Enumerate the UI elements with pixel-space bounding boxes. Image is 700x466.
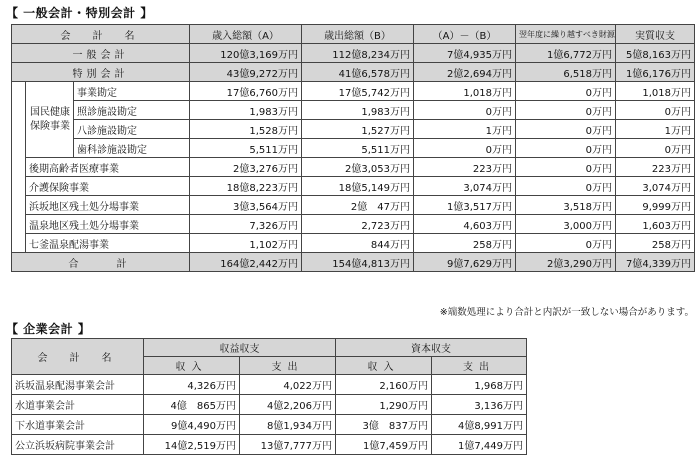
table1-header-row bbox=[12, 25, 695, 44]
table-row-kouki bbox=[12, 158, 695, 177]
cell-income-out: 8億1,934万円 bbox=[240, 415, 336, 435]
cell-revenue: 2億3,276万円 bbox=[190, 158, 302, 177]
cell-carryover: 0万円 bbox=[516, 234, 616, 253]
header-net: 実質収支 bbox=[616, 25, 695, 44]
row-name: 下水道事業会計 bbox=[12, 415, 144, 435]
row-name: 介護保険事業 bbox=[26, 177, 190, 196]
cell-net: 0万円 bbox=[616, 139, 695, 158]
header-diff: （A）－（B） bbox=[414, 25, 516, 44]
cell-expenditure: 112億8,234万円 bbox=[302, 44, 414, 63]
indent-spacer bbox=[12, 82, 26, 253]
table-row-total bbox=[12, 253, 695, 272]
cell-net: 0万円 bbox=[616, 101, 695, 120]
cell-net: 1万円 bbox=[616, 120, 695, 139]
cell-diff: 223万円 bbox=[414, 158, 516, 177]
cell-capital-in: 1億7,459万円 bbox=[336, 435, 432, 455]
cell-income-in: 4億 865万円 bbox=[144, 395, 240, 415]
cell-income-out: 4億2,206万円 bbox=[240, 395, 336, 415]
cell-carryover: 0万円 bbox=[516, 158, 616, 177]
header-carryover: 翌年度に繰り越すべき財源 bbox=[516, 25, 616, 44]
cell-carryover: 1億6,772万円 bbox=[516, 44, 616, 63]
table-row-kokuho-hachi bbox=[12, 120, 695, 139]
cell-carryover: 0万円 bbox=[516, 139, 616, 158]
section-title-general-special: 【 一般会計・特別会計 】 bbox=[6, 6, 153, 20]
table-row-suido bbox=[12, 395, 527, 415]
cell-carryover: 0万円 bbox=[516, 120, 616, 139]
cell-net: 223万円 bbox=[616, 158, 695, 177]
category-kokuho: 国民健康保険事業 bbox=[26, 82, 74, 158]
cell-net: 1,603万円 bbox=[616, 215, 695, 234]
row-name: 公立浜坂病院事業会計 bbox=[12, 435, 144, 455]
table-row-kaigo bbox=[12, 177, 695, 196]
section-title-enterprise: 【 企業会計 】 bbox=[6, 322, 91, 336]
table-row-hamasaka-zando bbox=[12, 196, 695, 215]
cell-income-in: 4,326万円 bbox=[144, 375, 240, 395]
header-income-group: 収益収支 bbox=[144, 339, 336, 357]
cell-carryover: 2億3,290万円 bbox=[516, 253, 616, 272]
table-row-kokuho-jigyo bbox=[12, 82, 695, 101]
header-expenditure: 歳出総額（B） bbox=[302, 25, 414, 44]
table-row-byoin bbox=[12, 435, 527, 455]
cell-revenue: 1,983万円 bbox=[190, 101, 302, 120]
cell-diff: 258万円 bbox=[414, 234, 516, 253]
cell-expenditure: 5,511万円 bbox=[302, 139, 414, 158]
cell-diff: 0万円 bbox=[414, 139, 516, 158]
header-income-in: 収入 bbox=[144, 357, 240, 375]
cell-capital-in: 3億 837万円 bbox=[336, 415, 432, 435]
row-name: 照診施設勘定 bbox=[74, 101, 190, 120]
table-row-general bbox=[12, 44, 695, 63]
cell-revenue: 1,102万円 bbox=[190, 234, 302, 253]
row-name: 合 計 bbox=[12, 253, 190, 272]
row-name: 事業勘定 bbox=[74, 82, 190, 101]
cell-capital-out: 1億7,449万円 bbox=[432, 435, 527, 455]
row-name: 後期高齢者医療事業 bbox=[26, 158, 190, 177]
cell-expenditure: 1,983万円 bbox=[302, 101, 414, 120]
header-capital-in: 収入 bbox=[336, 357, 432, 375]
table-row-kokuho-teru bbox=[12, 101, 695, 120]
cell-diff: 1,018万円 bbox=[414, 82, 516, 101]
header-account-name: 会 計 名 bbox=[12, 25, 190, 44]
row-name: 七釜温泉配湯事業 bbox=[26, 234, 190, 253]
cell-carryover: 0万円 bbox=[516, 101, 616, 120]
cell-expenditure: 844万円 bbox=[302, 234, 414, 253]
cell-expenditure: 18億5,149万円 bbox=[302, 177, 414, 196]
cell-expenditure: 1,527万円 bbox=[302, 120, 414, 139]
cell-capital-in: 2,160万円 bbox=[336, 375, 432, 395]
cell-diff: 1億3,517万円 bbox=[414, 196, 516, 215]
cell-diff: 2億2,694万円 bbox=[414, 63, 516, 82]
cell-capital-out: 3,136万円 bbox=[432, 395, 527, 415]
table-row-special bbox=[12, 63, 695, 82]
cell-revenue: 7,326万円 bbox=[190, 215, 302, 234]
row-name: 水道事業会計 bbox=[12, 395, 144, 415]
cell-expenditure: 2億3,053万円 bbox=[302, 158, 414, 177]
cell-expenditure: 17億5,742万円 bbox=[302, 82, 414, 101]
cell-expenditure: 2,723万円 bbox=[302, 215, 414, 234]
row-name: 浜坂地区残土処分場事業 bbox=[26, 196, 190, 215]
cell-net: 7億4,339万円 bbox=[616, 253, 695, 272]
cell-revenue: 3億3,564万円 bbox=[190, 196, 302, 215]
cell-carryover: 3,000万円 bbox=[516, 215, 616, 234]
cell-net: 1億6,176万円 bbox=[616, 63, 695, 82]
row-name: 浜坂温泉配湯事業会計 bbox=[12, 375, 144, 395]
header-revenue: 歳入総額（A） bbox=[190, 25, 302, 44]
table-row-gesuido bbox=[12, 415, 527, 435]
cell-revenue: 1,528万円 bbox=[190, 120, 302, 139]
header-capital-out: 支出 bbox=[432, 357, 527, 375]
header-capital-group: 資本収支 bbox=[336, 339, 527, 357]
cell-net: 9,999万円 bbox=[616, 196, 695, 215]
row-name: 一般会計 bbox=[12, 44, 190, 63]
cell-revenue: 43億9,272万円 bbox=[190, 63, 302, 82]
cell-revenue: 17億6,760万円 bbox=[190, 82, 302, 101]
table-row-hamasaka-onsen bbox=[12, 375, 527, 395]
cell-revenue: 120億3,169万円 bbox=[190, 44, 302, 63]
cell-capital-in: 1,290万円 bbox=[336, 395, 432, 415]
row-name: 歯科診施設勘定 bbox=[74, 139, 190, 158]
cell-diff: 4,603万円 bbox=[414, 215, 516, 234]
cell-carryover: 0万円 bbox=[516, 82, 616, 101]
cell-diff: 0万円 bbox=[414, 101, 516, 120]
cell-revenue: 164億2,442万円 bbox=[190, 253, 302, 272]
row-name: 温泉地区残土処分場事業 bbox=[26, 215, 190, 234]
cell-income-in: 9億4,490万円 bbox=[144, 415, 240, 435]
rounding-note: ※端数処理により合計と内訳が一致しない場合があります。 bbox=[439, 307, 694, 318]
row-name: 八診施設勘定 bbox=[74, 120, 190, 139]
cell-net: 5億8,163万円 bbox=[616, 44, 695, 63]
cell-diff: 1万円 bbox=[414, 120, 516, 139]
cell-expenditure: 154億4,813万円 bbox=[302, 253, 414, 272]
cell-net: 1,018万円 bbox=[616, 82, 695, 101]
table-row-shichikama bbox=[12, 234, 695, 253]
cell-net: 258万円 bbox=[616, 234, 695, 253]
cell-expenditure: 41億6,578万円 bbox=[302, 63, 414, 82]
cell-expenditure: 2億 47万円 bbox=[302, 196, 414, 215]
cell-diff: 9億7,629万円 bbox=[414, 253, 516, 272]
cell-income-out: 4,022万円 bbox=[240, 375, 336, 395]
enterprise-accounts-table bbox=[11, 338, 527, 455]
row-name: 特別会計 bbox=[12, 63, 190, 82]
cell-capital-out: 4億8,991万円 bbox=[432, 415, 527, 435]
table2-header-group-row bbox=[12, 339, 527, 357]
header-income-out: 支出 bbox=[240, 357, 336, 375]
header-account-name: 会 計 名 bbox=[12, 339, 144, 375]
cell-revenue: 18億8,223万円 bbox=[190, 177, 302, 196]
general-special-accounts-table bbox=[11, 24, 695, 272]
cell-net: 3,074万円 bbox=[616, 177, 695, 196]
cell-diff: 7億4,935万円 bbox=[414, 44, 516, 63]
cell-diff: 3,074万円 bbox=[414, 177, 516, 196]
cell-income-in: 14億2,519万円 bbox=[144, 435, 240, 455]
cell-capital-out: 1,968万円 bbox=[432, 375, 527, 395]
table-row-onsen-zando bbox=[12, 215, 695, 234]
table-row-kokuho-shika bbox=[12, 139, 695, 158]
cell-carryover: 6,518万円 bbox=[516, 63, 616, 82]
cell-revenue: 5,511万円 bbox=[190, 139, 302, 158]
cell-income-out: 13億7,777万円 bbox=[240, 435, 336, 455]
cell-carryover: 3,518万円 bbox=[516, 196, 616, 215]
cell-carryover: 0万円 bbox=[516, 177, 616, 196]
